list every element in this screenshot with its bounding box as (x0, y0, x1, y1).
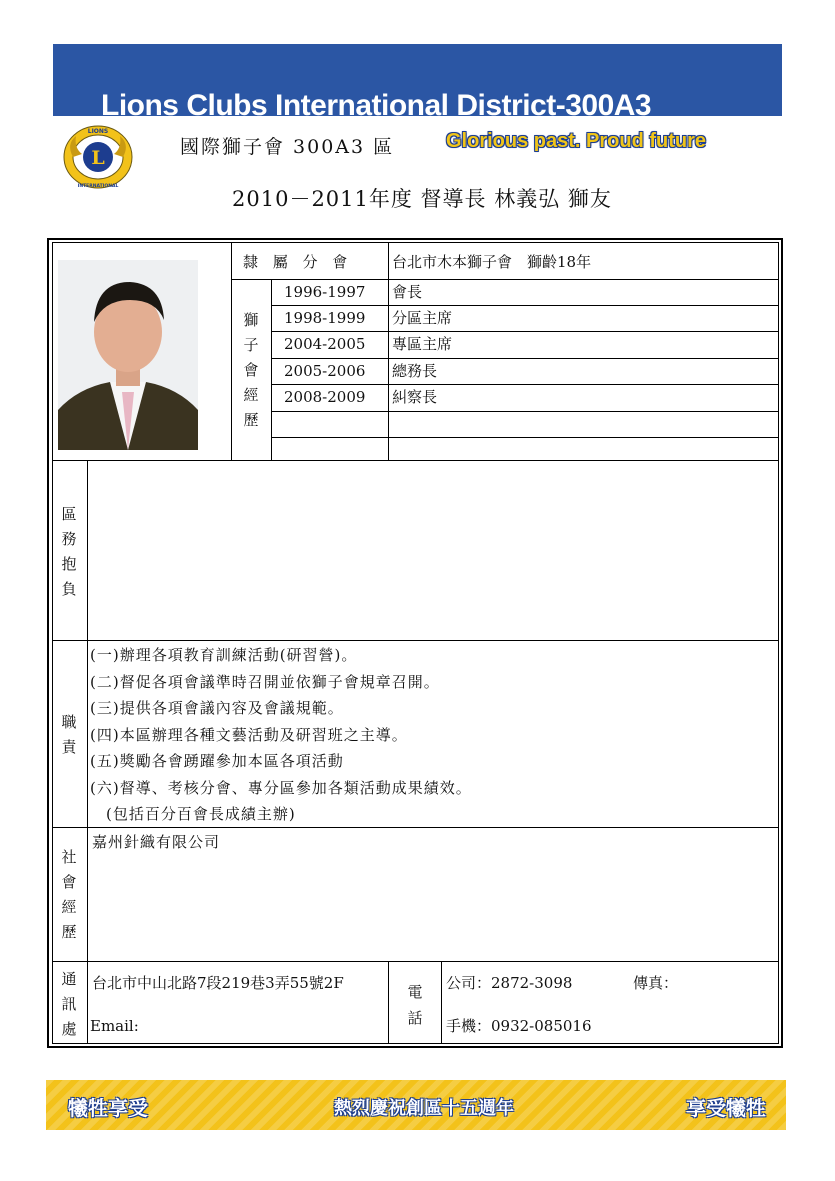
header-banner (53, 44, 782, 116)
member-photo (58, 260, 198, 450)
district-title: 國際獅子會 300A3 區 (180, 136, 395, 158)
divider (441, 961, 442, 1044)
divider (231, 279, 779, 280)
history-role: 分區主席 (392, 309, 453, 327)
divider (271, 384, 779, 385)
email: Email: (90, 1017, 139, 1035)
svg-text:L: L (91, 147, 105, 169)
page-title: 2010－2011年度 督導長 林義弘 獅友 (232, 187, 612, 211)
history-role: 專區主席 (392, 335, 453, 353)
portrait-icon (58, 260, 198, 450)
divider (271, 305, 779, 306)
divider (52, 460, 779, 461)
address: 台北市中山北路7段219巷3弄55號2F (92, 974, 344, 992)
footer-right: 享受犧牲 (686, 1096, 766, 1120)
divider (388, 961, 389, 1044)
affiliation-label: 隸 屬 分 會 (243, 253, 353, 271)
history-year: 2005-2006 (284, 362, 366, 380)
divider (87, 460, 88, 1044)
duty-item: (五)獎勵各會踴躍參加本區各項活動 (90, 752, 344, 770)
fax: 傳真： (633, 974, 679, 992)
svg-text:LIONS: LIONS (87, 128, 109, 135)
divider (271, 358, 779, 359)
divider (271, 411, 779, 412)
history-year: 2004-2005 (284, 335, 366, 353)
lions-logo-icon (62, 124, 134, 190)
affiliation-value: 台北市木本獅子會 獅齡18年 (392, 253, 592, 271)
svg-text:INTERNATIONAL: INTERNATIONAL (77, 184, 119, 189)
duty-item: (一)辦理各項教育訓練活動(研習營)。 (90, 646, 358, 664)
duty-item: (二)督促各項會議準時召開並依獅子會規章召開。 (90, 673, 440, 691)
divider (271, 331, 779, 332)
history-year: 1996-1997 (284, 283, 366, 301)
footer-banner (46, 1080, 786, 1130)
slogan: Glorious past. Proud future (446, 130, 707, 152)
duty-item: (四)本區辦理各種文藝活動及研習班之主導。 (90, 726, 408, 744)
divider (52, 961, 779, 962)
duty-item: (六)督導、考核分會、專分區參加各類活動成果績效。 (90, 779, 472, 797)
company-name: 嘉州針織有限公司 (92, 833, 221, 851)
divider (271, 279, 272, 460)
divider (271, 437, 779, 438)
history-year: 2008-2009 (284, 388, 366, 406)
mobile-phone: 手機：0932-085016 (446, 1017, 592, 1035)
banner-title: Lions Clubs International District-300A3 (101, 89, 652, 116)
history-role: 總務長 (392, 362, 438, 380)
divider (231, 242, 232, 460)
history-year: 1998-1999 (284, 309, 366, 327)
divider (52, 640, 779, 641)
footer-left: 犧牲享受 (68, 1096, 148, 1120)
duty-item: (三)提供各項會議內容及會議規範。 (90, 699, 344, 717)
history-role: 會長 (392, 283, 423, 301)
divider (388, 242, 389, 460)
footer-center: 熱烈慶祝創區十五週年 (334, 1098, 514, 1119)
history-role: 糾察長 (392, 388, 438, 406)
office-phone: 公司：2872-3098 (446, 974, 573, 992)
divider (52, 827, 779, 828)
duty-item: (包括百分百會長成績主辦) (90, 805, 296, 823)
